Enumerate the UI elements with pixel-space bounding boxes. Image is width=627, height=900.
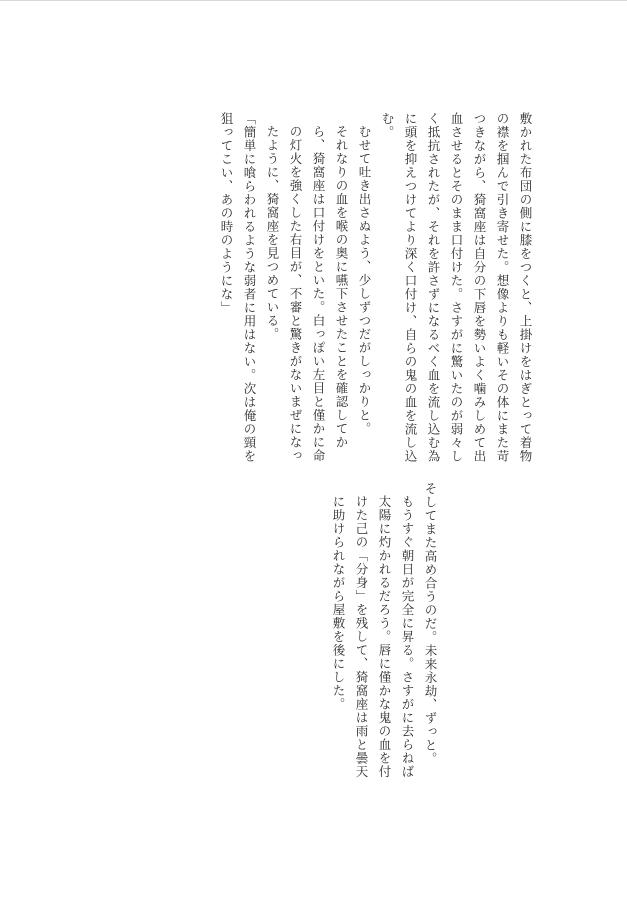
paragraph: もうすぐ朝日が完全に昇る。さすがに去らねば太陽に灼かれるだろう。唇に僅かな鬼の血を付けた己の「分身」を残して、猗窩座は雨と曇天に助けられながら屋敷を後にした。	[331, 494, 415, 778]
lower-text-block	[327, 482, 442, 782]
paragraph: むせて吐き出さぬよう、少しずつだがしっかりと。	[357, 124, 372, 435]
top-border-line	[0, 0, 627, 1]
paragraph: それなりの血を喉の奥に嚥下させたことを確認してから、猗窩座は口付けをといた。白っぽい左目と僅かに命の灯火を強くした右目が、不審と驚きがないまぜになったように、猗窩座を見つめている。	[265, 124, 349, 462]
dialogue-paragraph: 「簡単に喰らわれるような弱者に用はない。次は俺の頸を狙ってこい、あの時のようにな」	[219, 112, 257, 463]
paragraph: 敷かれた布団の側に膝をつくと、上掛けをはぎとって着物の襟を掴んで引き寄せた。想像よりも軽いその体にまた苛つきながら、猗窩座は自分の下唇を勢いよく噛みしめて出血させるとそのまま口付けた。さすがに驚いたのが弱々しく抵抗されたが、それを許さずになるべく血を流し込む為に頭を抑えつけてより深く口付け、自らの鬼の血を流し込む。	[380, 112, 533, 463]
upper-text-block	[215, 112, 537, 467]
paragraph: そしてまた高め合うのだ。未来永劫、ずっと。	[423, 482, 438, 766]
